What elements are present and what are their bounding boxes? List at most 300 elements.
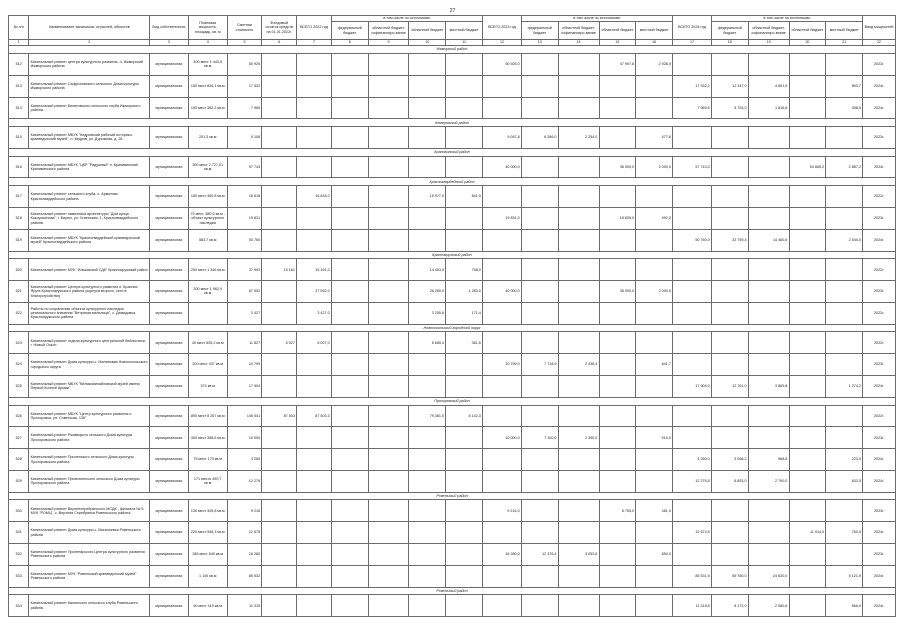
- regional-cofin-2023-cell: [558, 405, 599, 427]
- regional-cofin-2022-cell: [368, 156, 409, 178]
- object-name-cell: Капитальный ремонт отдела культурного центральной библиотеки, г. Новый Оскол: [29, 332, 150, 354]
- local-2022-cell: [446, 97, 483, 119]
- federal-2022-cell: [331, 281, 368, 303]
- federal-2023-cell: [521, 207, 558, 229]
- header-local-2024: местный бюджет: [826, 22, 863, 40]
- fund-remainder-cell: [262, 565, 297, 587]
- regional-2024-cell: [789, 354, 826, 376]
- commissioning-year-cell: 2024г.: [863, 449, 896, 471]
- regional-2024-cell: [789, 207, 826, 229]
- local-2022-cell: 171,4: [446, 302, 483, 324]
- regional-cofin-2023-cell: 3 053,6: [558, 544, 599, 566]
- regional-2023-cell: [599, 186, 636, 208]
- capacity-cell: 180 мест 460,8 кв.м: [188, 186, 227, 208]
- commissioning-year-cell: 2024г.: [863, 376, 896, 398]
- regional-cofin-2024-cell: 1 816,8: [748, 97, 789, 119]
- table-row: [9, 449, 896, 471]
- total-2024-cell: 12 674,5: [673, 522, 712, 544]
- row-number-cell: 532: [9, 544, 29, 566]
- commissioning-year-cell: 2024г.: [863, 75, 896, 97]
- column-number: 12: [483, 40, 522, 46]
- local-2024-cell: [826, 332, 863, 354]
- capacity-cell: 75 мест 170 кв.м: [188, 449, 227, 471]
- federal-2024-cell: 8 172,0: [711, 595, 748, 617]
- local-2022-cell: 841,0: [446, 186, 483, 208]
- regional-cofin-2023-cell: [558, 259, 599, 281]
- object-name-cell: Капитальный ремонт Центра культурного развития п. Красная Яруга Краснояружского района (корпуса второго, сети в благоустройство): [29, 281, 150, 303]
- estimate-cost-cell: 19 831: [227, 207, 262, 229]
- row-number-cell: 530: [9, 500, 29, 522]
- table-row: [9, 354, 896, 376]
- regional-2022-cell: [409, 53, 446, 75]
- estimate-cost-cell: 12 276: [227, 470, 262, 492]
- column-number: 9: [368, 40, 409, 46]
- total-2024-cell: [673, 281, 712, 303]
- regional-cofin-2022-cell: [368, 302, 409, 324]
- regional-2022-cell: [409, 207, 446, 229]
- table-row: [9, 544, 896, 566]
- regional-cofin-2024-cell: [748, 127, 789, 149]
- capacity-cell: 374 кв.м: [188, 376, 227, 398]
- commissioning-year-cell: 2023г.: [863, 544, 896, 566]
- total-2023-cell: [483, 259, 522, 281]
- commissioning-year-cell: 2023г.: [863, 127, 896, 149]
- capacity-cell: 220 мест 558,3 кв.м: [188, 522, 227, 544]
- total-2023-cell: 50 925,0: [483, 53, 522, 75]
- total-2022-cell: [297, 53, 332, 75]
- regional-2023-cell: [599, 427, 636, 449]
- federal-2022-cell: [331, 565, 368, 587]
- local-2023-cell: [636, 449, 673, 471]
- column-number: 18: [711, 40, 748, 46]
- object-name-cell: Капитальный ремонт Призначенского сельского Дома культуры Прохоровского района: [29, 470, 150, 492]
- row-number-cell: 525: [9, 376, 29, 398]
- commissioning-year-cell: 2023г.: [863, 53, 896, 75]
- federal-2022-cell: [331, 449, 368, 471]
- local-2022-cell: [446, 544, 483, 566]
- commissioning-year-cell: 2024г.: [863, 470, 896, 492]
- regional-2024-cell: [789, 127, 826, 149]
- regional-2022-cell: 26 269,0: [409, 281, 446, 303]
- district-section-row: [9, 324, 896, 332]
- regional-2023-cell: [599, 259, 636, 281]
- regional-2024-cell: [789, 229, 826, 251]
- column-number: 3: [149, 40, 188, 46]
- federal-2024-cell: 3 068,2: [711, 449, 748, 471]
- regional-2022-cell: [409, 97, 446, 119]
- local-2023-cell: 2 000,0: [636, 156, 673, 178]
- object-name-cell: Капитальный ремонт МБУК "Центр культурного развития п. Прохоровка, ул. Советская, 138": [29, 405, 150, 427]
- ownership-type-cell: муниципальная: [149, 332, 188, 354]
- fund-remainder-cell: [262, 207, 297, 229]
- federal-2024-cell: [711, 281, 748, 303]
- regional-2022-cell: [409, 229, 446, 251]
- column-number: 7: [297, 40, 332, 46]
- header-sources-2023: в том числе по источникам:: [521, 16, 672, 22]
- commissioning-year-cell: 2022г.: [863, 186, 896, 208]
- row-number-cell: 533: [9, 565, 29, 587]
- estimate-cost-cell: 10 000: [227, 427, 262, 449]
- table-body: [9, 46, 896, 617]
- column-number: 2: [29, 40, 150, 46]
- regional-2023-cell: [599, 354, 636, 376]
- local-2023-cell: [636, 595, 673, 617]
- regional-cofin-2023-cell: [558, 565, 599, 587]
- regional-cofin-2023-cell: 2 390,0: [558, 427, 599, 449]
- regional-cofin-2023-cell: [558, 97, 599, 119]
- regional-cofin-2022-cell: [368, 449, 409, 471]
- regional-2023-cell: [599, 595, 636, 617]
- fund-remainder-cell: 15 161: [262, 259, 297, 281]
- district-section-row: [9, 251, 896, 259]
- column-number: 8: [331, 40, 368, 46]
- federal-2024-cell: [711, 427, 748, 449]
- object-name-cell: Капитальный ремонт МБУК "Красногвардейский краеведческий музей" Красногвардейского района: [29, 229, 150, 251]
- regional-cofin-2023-cell: 2 438,4: [558, 354, 599, 376]
- row-number-cell: 521: [9, 281, 29, 303]
- estimate-cost-cell: 17 932: [227, 75, 262, 97]
- regional-2023-cell: [599, 302, 636, 324]
- federal-2022-cell: [331, 544, 368, 566]
- ownership-type-cell: муниципальная: [149, 207, 188, 229]
- fund-remainder-cell: [262, 354, 297, 376]
- regional-2022-cell: [409, 75, 446, 97]
- federal-2024-cell: 33 759,4: [711, 229, 748, 251]
- federal-2023-cell: [521, 302, 558, 324]
- fund-remainder-cell: [262, 281, 297, 303]
- regional-cofin-2024-cell: [748, 281, 789, 303]
- total-2022-cell: [297, 470, 332, 492]
- header-regional-cofin-2024: областной бюджет, софинансиро-вание: [748, 22, 789, 40]
- federal-2022-cell: [331, 376, 368, 398]
- ownership-type-cell: муниципальная: [149, 75, 188, 97]
- column-number: 15: [599, 40, 636, 46]
- row-number-cell: 534: [9, 595, 29, 617]
- total-2023-cell: 16 280,0: [483, 544, 522, 566]
- object-name-cell: Капитальный ремонт Сафроновского сельского Дома культуры Ижморского района: [29, 75, 150, 97]
- local-2024-cell: [826, 207, 863, 229]
- federal-2022-cell: [331, 332, 368, 354]
- estimate-cost-cell: 3 427: [227, 302, 262, 324]
- regional-2024-cell: 11 914,0: [789, 522, 826, 544]
- regional-cofin-2022-cell: [368, 207, 409, 229]
- total-2024-cell: 17 904,0: [673, 376, 712, 398]
- local-2022-cell: 1 283,0: [446, 281, 483, 303]
- local-2024-cell: 398,5: [826, 97, 863, 119]
- local-2024-cell: [826, 302, 863, 324]
- federal-2023-cell: 7 100,0: [521, 427, 558, 449]
- object-name-cell: Работы по сохранению объекта культурного наследия регионального значения "Ветряная мельница", с. Демидовка Краснояружского района: [29, 302, 150, 324]
- total-2024-cell: [673, 427, 712, 449]
- header-regional-cofin-2022: областной бюджет, софинансиро-вание: [368, 22, 409, 40]
- row-number-cell: 526: [9, 405, 29, 427]
- row-number-cell: 531: [9, 522, 29, 544]
- table-row: [9, 470, 896, 492]
- capacity-cell: 60 мест 419 кв.м: [188, 595, 227, 617]
- local-2024-cell: [826, 127, 863, 149]
- table-header: [9, 16, 896, 46]
- ownership-type-cell: муниципальная: [149, 470, 188, 492]
- object-name-cell: Капитальный ремонт Ржавецкого сельского Дома культуры Прохоровского района: [29, 427, 150, 449]
- header-federal-2023: федеральный бюджет: [521, 22, 558, 40]
- regional-2022-cell: [409, 427, 446, 449]
- federal-2023-cell: [521, 75, 558, 97]
- regional-2023-cell: [599, 75, 636, 97]
- estimate-cost-cell: 37 993: [227, 259, 262, 281]
- local-2024-cell: 223,0: [826, 449, 863, 471]
- column-number: 11: [446, 40, 483, 46]
- commissioning-year-cell: 2024г.: [863, 97, 896, 119]
- regional-2022-cell: 14 403,0: [409, 259, 446, 281]
- capacity-cell: 400 мест 1 443,9 кв.м: [188, 53, 227, 75]
- total-2022-cell: [297, 565, 332, 587]
- fund-remainder-cell: [262, 470, 297, 492]
- regional-cofin-2023-cell: [558, 207, 599, 229]
- row-number-cell: 518: [9, 207, 29, 229]
- total-2022-cell: [297, 427, 332, 449]
- local-2022-cell: [446, 565, 483, 587]
- regional-cofin-2022-cell: [368, 522, 409, 544]
- federal-2024-cell: [711, 259, 748, 281]
- total-2023-cell: [483, 376, 522, 398]
- local-2023-cell: [636, 186, 673, 208]
- table-row: [9, 281, 896, 303]
- district-label: Прохоровский район: [9, 397, 896, 405]
- ownership-type-cell: муниципальная: [149, 449, 188, 471]
- federal-2023-cell: [521, 97, 558, 119]
- federal-2024-cell: 12 347,0: [711, 75, 748, 97]
- row-number-cell: 519: [9, 229, 29, 251]
- total-2024-cell: [673, 500, 712, 522]
- local-2024-cell: 1 274,2: [826, 376, 863, 398]
- regional-2024-cell: [789, 302, 826, 324]
- regional-cofin-2023-cell: [558, 470, 599, 492]
- row-number-cell: 529: [9, 470, 29, 492]
- regional-2024-cell: [789, 281, 826, 303]
- ownership-type-cell: муниципальная: [149, 544, 188, 566]
- regional-cofin-2022-cell: [368, 127, 409, 149]
- table-row: [9, 405, 896, 427]
- table-row: [9, 97, 896, 119]
- regional-2022-cell: [409, 522, 446, 544]
- regional-cofin-2024-cell: [748, 427, 789, 449]
- local-2023-cell: [636, 259, 673, 281]
- row-number-cell: 523: [9, 332, 29, 354]
- table-row: [9, 127, 896, 149]
- regional-cofin-2024-cell: [748, 332, 789, 354]
- local-2022-cell: [446, 207, 483, 229]
- federal-2023-cell: [521, 470, 558, 492]
- object-name-cell: Капитальный ремонт памятника архитектуры "Дом купца Кокоульинова", г. Бирюч, ул. Успенская, 1, Красногвардейского района: [29, 207, 150, 229]
- total-2022-cell: 27 552,0: [297, 281, 332, 303]
- total-2024-cell: 12 276,5: [673, 470, 712, 492]
- federal-2024-cell: [711, 186, 748, 208]
- local-2022-cell: [446, 449, 483, 471]
- regional-cofin-2023-cell: [558, 376, 599, 398]
- total-2024-cell: 7 969,5: [673, 97, 712, 119]
- regional-cofin-2022-cell: [368, 470, 409, 492]
- federal-2023-cell: [521, 449, 558, 471]
- table-row: [9, 207, 896, 229]
- table-row: [9, 500, 896, 522]
- federal-2024-cell: 12 761,0: [711, 376, 748, 398]
- regional-2023-cell: 18 839,0: [599, 207, 636, 229]
- regional-cofin-2023-cell: [558, 595, 599, 617]
- local-2022-cell: [446, 427, 483, 449]
- object-name-cell: Капитальный ремонт МБУК "Великомихайловский музей имени Первой Конной Армии": [29, 376, 150, 398]
- capacity-cell: 251,3 кв.м: [188, 127, 227, 149]
- total-2024-cell: [673, 186, 712, 208]
- local-2022-cell: [446, 595, 483, 617]
- regional-cofin-2022-cell: [368, 259, 409, 281]
- fund-remainder-cell: [262, 500, 297, 522]
- header-num: № п/п: [9, 16, 29, 40]
- local-2023-cell: [636, 522, 673, 544]
- federal-2023-cell: [521, 376, 558, 398]
- regional-2023-cell: [599, 405, 636, 427]
- total-2022-cell: 3 427,0: [297, 302, 332, 324]
- regional-cofin-2023-cell: [558, 449, 599, 471]
- regional-cofin-2023-cell: [558, 281, 599, 303]
- regional-cofin-2022-cell: [368, 595, 409, 617]
- district-section-row: [9, 119, 896, 127]
- capacity-cell: 171 место 490,7 кв.м: [188, 470, 227, 492]
- column-number: 22: [863, 40, 896, 46]
- regional-2024-cell: [789, 259, 826, 281]
- commissioning-year-cell: 2023г.: [863, 354, 896, 376]
- regional-cofin-2024-cell: [748, 405, 789, 427]
- local-2022-cell: [446, 53, 483, 75]
- regional-2024-cell: [789, 376, 826, 398]
- local-2022-cell: [446, 229, 483, 251]
- total-2024-cell: 85 531,9: [673, 565, 712, 587]
- federal-2024-cell: 55 780,0: [711, 565, 748, 587]
- column-number: 10: [409, 40, 446, 46]
- total-2023-cell: 9 216,0: [483, 500, 522, 522]
- ownership-type-cell: муниципальная: [149, 354, 188, 376]
- fund-remainder-cell: [262, 127, 297, 149]
- total-2023-cell: [483, 302, 522, 324]
- federal-2024-cell: 8 853,0: [711, 470, 748, 492]
- total-2024-cell: [673, 354, 712, 376]
- local-2023-cell: [636, 302, 673, 324]
- header-total-2022: ВСЕГО 2022 год: [297, 16, 332, 40]
- row-number-cell: 512: [9, 53, 29, 75]
- federal-2023-cell: 12 376,4: [521, 544, 558, 566]
- federal-2022-cell: [331, 595, 368, 617]
- regional-2023-cell: 38 000,0: [599, 156, 636, 178]
- commissioning-year-cell: 2023г.: [863, 281, 896, 303]
- regional-2022-cell: 3 255,6: [409, 302, 446, 324]
- federal-2022-cell: [331, 259, 368, 281]
- district-label: Ижморский район: [9, 46, 896, 54]
- total-2023-cell: [483, 186, 522, 208]
- regional-2023-cell: [599, 522, 636, 544]
- regional-cofin-2023-cell: [558, 302, 599, 324]
- total-2023-cell: [483, 449, 522, 471]
- district-section-row: [9, 397, 896, 405]
- total-2023-cell: [483, 405, 522, 427]
- regional-2022-cell: 15 977,0: [409, 186, 446, 208]
- total-2024-cell: 17 932,2: [673, 75, 712, 97]
- federal-2024-cell: [711, 544, 748, 566]
- ownership-type-cell: муниципальная: [149, 500, 188, 522]
- federal-2022-cell: [331, 302, 368, 324]
- local-2024-cell: [826, 259, 863, 281]
- federal-2022-cell: [331, 500, 368, 522]
- local-2023-cell: 461,0: [636, 500, 673, 522]
- regional-2024-cell: [789, 332, 826, 354]
- estimate-cost-cell: 4 260: [227, 449, 262, 471]
- estimate-cost-cell: 16 280: [227, 544, 262, 566]
- header-local-2023: местный бюджет: [636, 22, 673, 40]
- district-label: Кемеровский район: [9, 119, 896, 127]
- regional-2022-cell: [409, 565, 446, 587]
- fund-remainder-cell: [262, 595, 297, 617]
- regional-2023-cell: [599, 229, 636, 251]
- federal-2023-cell: [521, 259, 558, 281]
- regional-cofin-2024-cell: [748, 500, 789, 522]
- local-2022-cell: [446, 75, 483, 97]
- budget-table: [8, 15, 896, 617]
- capacity-cell: 200 мест 437 кв.м: [188, 354, 227, 376]
- commissioning-year-cell: 2023г.: [863, 427, 896, 449]
- federal-2024-cell: [711, 127, 748, 149]
- total-2022-cell: [297, 156, 332, 178]
- total-2022-cell: 15 161,0: [297, 259, 332, 281]
- object-name-cell: Капитальный ремонт сельского клуба, с. Арматово Красногвардейского района: [29, 186, 150, 208]
- regional-2024-cell: [789, 500, 826, 522]
- regional-cofin-2024-cell: [748, 186, 789, 208]
- header-total-2023: ВСЕГО 2023 год: [483, 16, 522, 40]
- commissioning-year-cell: 2024г.: [863, 229, 896, 251]
- local-2022-cell: [446, 156, 483, 178]
- column-number: 6: [262, 40, 297, 46]
- regional-cofin-2023-cell: 2 254,0: [558, 127, 599, 149]
- federal-2024-cell: [711, 522, 748, 544]
- federal-2024-cell: [711, 405, 748, 427]
- federal-2022-cell: [331, 97, 368, 119]
- local-2022-cell: [446, 500, 483, 522]
- local-2024-cell: [826, 53, 863, 75]
- total-2024-cell: [673, 405, 712, 427]
- local-2022-cell: [446, 376, 483, 398]
- ownership-type-cell: муниципальная: [149, 97, 188, 119]
- regional-2024-cell: [789, 470, 826, 492]
- header-regional-2023: областной бюджет: [599, 22, 636, 40]
- ownership-type-cell: муниципальная: [149, 522, 188, 544]
- regional-2024-cell: [789, 565, 826, 587]
- total-2024-cell: 57 743,0: [673, 156, 712, 178]
- estimate-cost-cell: 11 827: [227, 332, 262, 354]
- header-total-2024: ВСЕГО 2024 год: [673, 16, 712, 40]
- local-2024-cell: [826, 405, 863, 427]
- local-2024-cell: 893,7: [826, 75, 863, 97]
- federal-2022-cell: [331, 522, 368, 544]
- federal-2023-cell: [521, 565, 558, 587]
- fund-remainder-cell: 87 503: [262, 405, 297, 427]
- regional-cofin-2023-cell: [558, 53, 599, 75]
- regional-2023-cell: [599, 565, 636, 587]
- total-2022-cell: 6 027,0: [297, 332, 332, 354]
- regional-2024-cell: [789, 97, 826, 119]
- total-2023-cell: [483, 522, 522, 544]
- ownership-type-cell: муниципальная: [149, 259, 188, 281]
- regional-cofin-2024-cell: [748, 354, 789, 376]
- local-2023-cell: [636, 332, 673, 354]
- federal-2022-cell: [331, 427, 368, 449]
- regional-cofin-2024-cell: 2 580,6: [748, 595, 789, 617]
